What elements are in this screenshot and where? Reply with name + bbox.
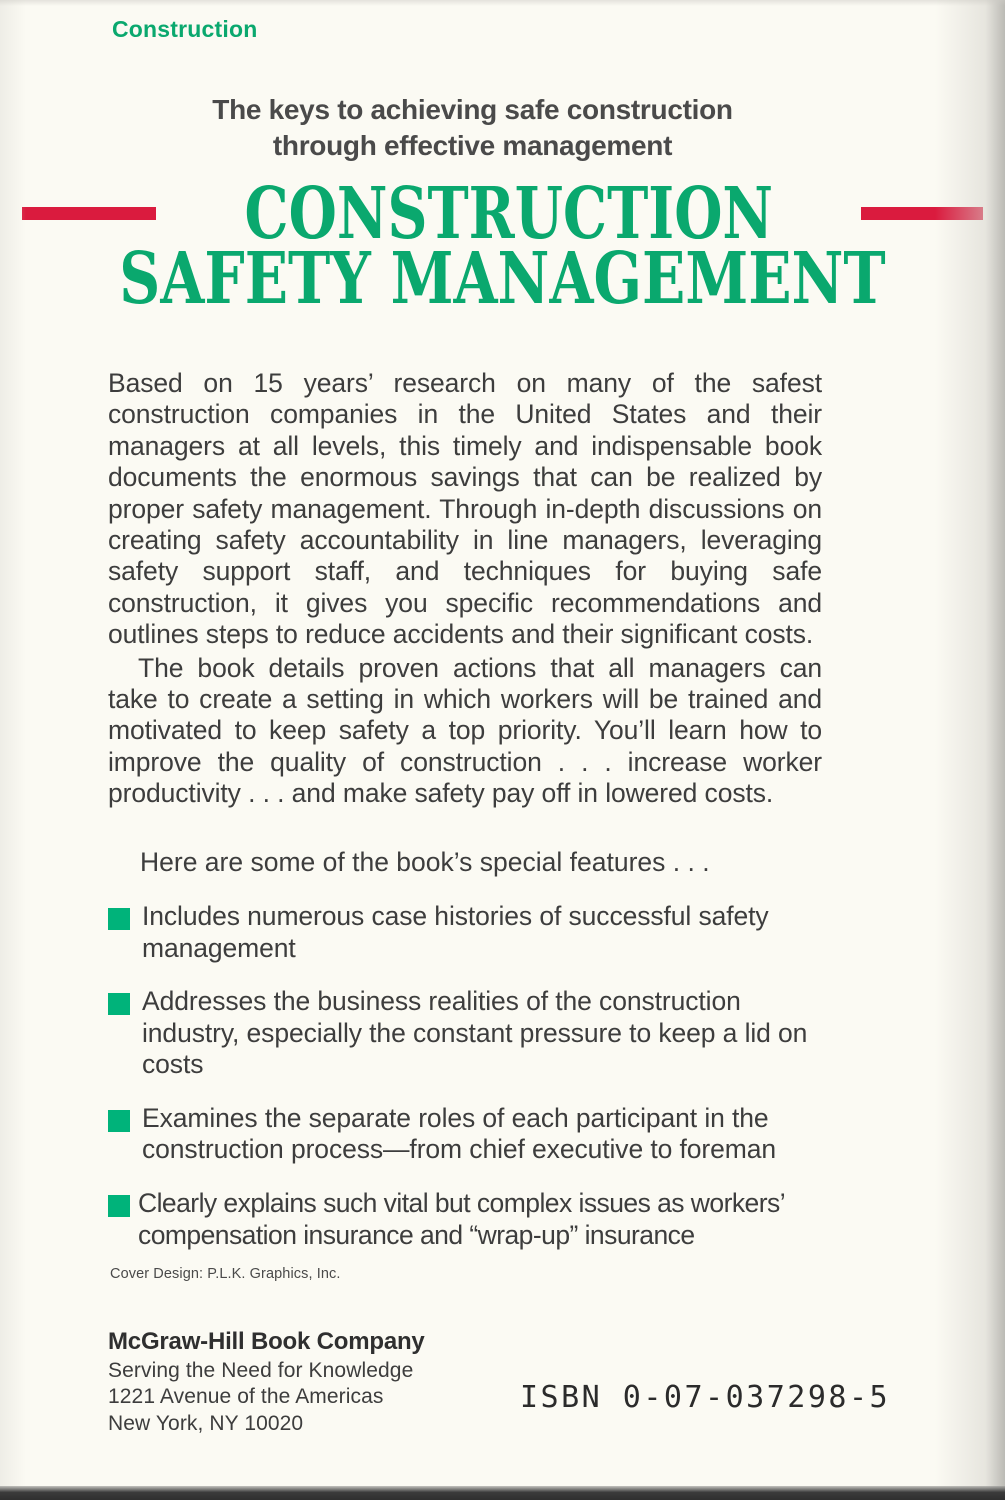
list-item xyxy=(108,1188,822,1251)
isbn-text: ISBN 0-07-037298-5 xyxy=(520,1380,891,1415)
list-item-label: Includes numerous case histories of successful safety management xyxy=(142,901,769,963)
features-lead-text: Here are some of the book’s special features . . . xyxy=(140,847,710,878)
blurb-paragraph-1: Based on 15 years’ research on many of the safest construction companies in the United States and their managers at all levels, this timely and indispensable book documents the enormous savings that can be realized by proper safety management. Through in-depth discussions on creating safety accountability in line managers, leveraging safety support staff, and techniques for buying safe construction, it gives you specific recommendations and outlines steps to reduce accidents and their significant costs. xyxy=(108,368,822,650)
cover-design-credit: Cover Design: P.L.K. Graphics, Inc. xyxy=(110,1266,341,1282)
list-item xyxy=(108,1103,822,1166)
square-bullet-icon xyxy=(108,908,130,930)
list-item-label: Addresses the business realities of the construction industry, especially the constant pressure to keep a lid on costs xyxy=(142,986,808,1080)
square-bullet-icon xyxy=(108,1110,130,1132)
scan-bottom-edge xyxy=(0,1486,1005,1500)
red-rule-left xyxy=(22,207,156,220)
subtitle-line-2: through effective management xyxy=(272,129,673,161)
blurb-paragraph-2: The book details proven actions that all managers can take to create a setting in which workers will be trained and motivated to keep safety a top priority. You’ll learn how to improve the quality of construction . . . increase worker productivity . . . and make safety pay off in lowered costs. xyxy=(108,652,822,809)
square-bullet-icon xyxy=(108,993,130,1015)
subtitle-line-1: The keys to achieving safe construction xyxy=(212,94,733,125)
title-line-1-row xyxy=(0,171,1005,255)
title-line-2: SAFETY MANAGEMENT xyxy=(119,236,886,321)
cover-title-block xyxy=(0,171,1005,321)
red-rule-right xyxy=(861,207,983,220)
publisher-city-state-zip: New York, NY 10020 xyxy=(108,1411,304,1435)
publisher-address: 1221 Avenue of the Americas xyxy=(108,1385,384,1409)
list-item-label: Examines the separate roles of each participant in the construction process—from chief executive to foreman xyxy=(142,1102,777,1165)
publisher-tagline: Serving the Need for Knowledge xyxy=(108,1359,414,1382)
category-label: Construction xyxy=(112,16,258,42)
list-item xyxy=(108,901,822,964)
list-item xyxy=(108,986,822,1081)
list-item-label: Clearly explains such vital but complex issues as workers’ compensation insurance and “wrap-up” insurance xyxy=(138,1187,785,1250)
scan-top-edge xyxy=(0,0,1005,6)
features-list xyxy=(108,901,822,1251)
square-bullet-icon xyxy=(108,1195,130,1217)
back-cover-copy xyxy=(108,368,822,1273)
publisher-name: McGraw-Hill Book Company xyxy=(108,1328,425,1355)
cover-subtitle xyxy=(100,92,845,164)
publisher-block xyxy=(108,1328,425,1437)
title-line-1: CONSTRUCTION xyxy=(244,171,773,255)
